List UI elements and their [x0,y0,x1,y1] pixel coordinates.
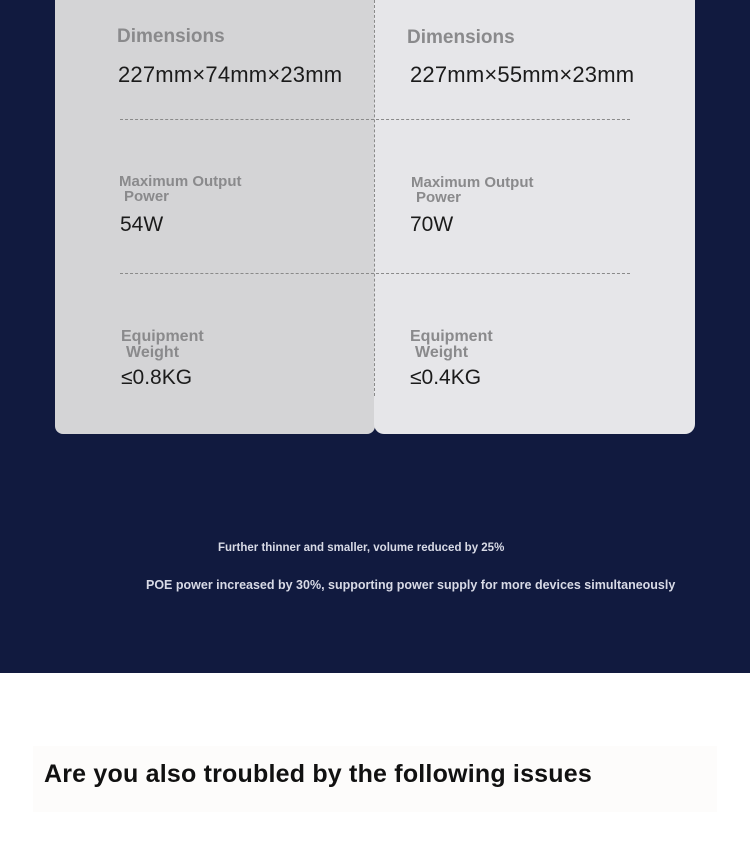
left-weight-label-line1: Equipment [121,328,204,345]
poe-caption: POE power increased by 30%, supporting power supply for more devices simultaneously [146,578,676,592]
left-power-label [119,174,242,204]
right-dimensions-value: 227mm×55mm×23mm [410,62,635,87]
left-power-label-line1: Maximum Output [119,173,242,190]
left-dimensions-label: Dimensions [117,26,225,47]
left-weight-label-line2: Weight [126,344,180,361]
horizontal-divider [120,119,630,120]
right-weight-label [410,329,493,361]
right-power-label-line1: Maximum Output [411,174,534,191]
right-power-label-line2: Power [416,189,462,206]
horizontal-divider [120,273,630,274]
left-weight-value: ≤0.8KG [121,366,193,389]
right-power-value: 70W [410,213,454,236]
vertical-divider [374,0,375,396]
left-power-label-line2: Power [124,188,170,205]
right-weight-label-line1: Equipment [410,328,493,345]
left-power-value: 54W [120,213,164,236]
right-weight-value: ≤0.4KG [410,366,482,389]
volume-caption: Further thinner and smaller, volume reduced by 25% [218,542,505,554]
right-power-label [411,175,534,205]
issues-heading: Are you also troubled by the following issues [44,760,592,788]
right-weight-label-line2: Weight [415,344,469,361]
left-weight-label [121,329,204,361]
right-dimensions-label: Dimensions [407,27,515,48]
left-dimensions-value: 227mm×74mm×23mm [118,62,343,87]
